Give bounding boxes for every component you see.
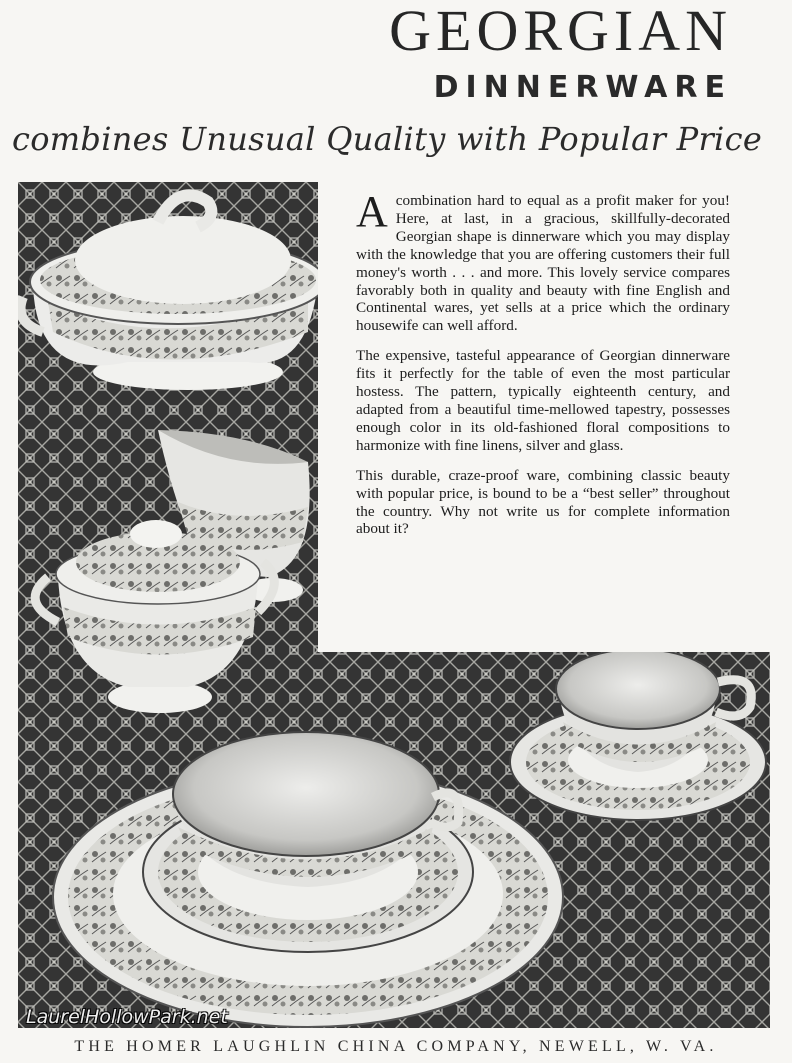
paragraph-1 — [356, 187, 730, 335]
ad-copy — [356, 187, 730, 550]
drop-cap: A — [356, 187, 388, 236]
watermark: LaurelHollowPark.net — [26, 1006, 228, 1028]
paragraph-1-text: combination hard to equal as a profit maker for you! Here, at last, in a gracious, skillfully-decorated Georgian shape is dinnerware which you may display with the knowledge that you are offering customers their full money's worth . . . and more. This lovely service compares favorably both in quality and beauty with fine English and Continental wares, yet sells at a price which the ordinary housewife can well afford. — [356, 192, 730, 335]
ad-tagline: combines Unusual Quality with Popular Price — [12, 120, 763, 158]
company-footer: THE HOMER LAUGHLIN CHINA COMPANY, NEWELL, W. VA. — [74, 1038, 718, 1055]
paragraph-3: This durable, craze-proof ware, combining classic beauty with popular price, is bound to be a “best seller” throughout the country. Why not write us for complete information about it? — [356, 466, 730, 538]
paragraph-2: The expensive, tasteful appearance of Georgian dinnerware fits it perfectly for the table of even the most particular hostess. The pattern, typically eighteenth century, and adapted from a beautiful time-mellowed tapestry, possesses enough color in its old-fashioned floral compositions to harmonize with fine linens, silver and glass. — [356, 347, 730, 454]
ad-subtitle: DINNERWARE — [433, 70, 732, 105]
ad-title: GEORGIAN — [389, 0, 732, 63]
